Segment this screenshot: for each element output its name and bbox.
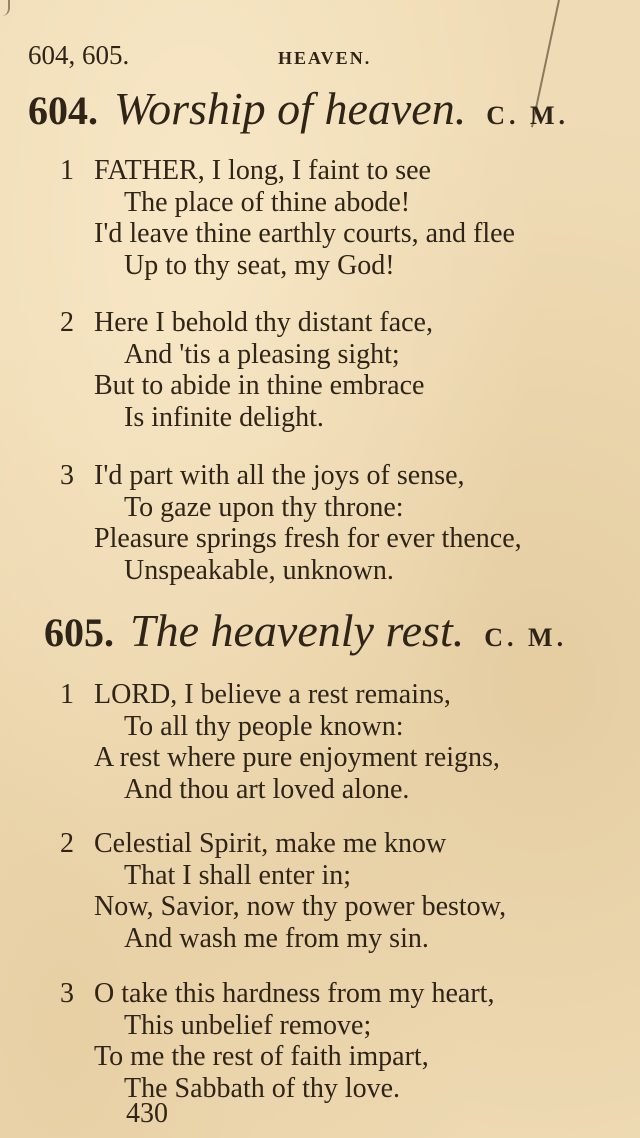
hymn-number: 604. [28, 88, 98, 133]
stanza-line: To all thy people known: [124, 710, 404, 742]
stanza-line: Unspeakable, unknown. [124, 554, 394, 586]
hymn-604-header [28, 82, 618, 142]
hymn-title: The heavenly rest. [130, 605, 465, 656]
stanza-number: 2 [60, 828, 74, 859]
stanza-line: To gaze upon thy throne: [124, 491, 404, 523]
stanza-line: And wash me from my sin. [124, 922, 429, 954]
stanza-line: I'd part with all the joys of sense, [94, 460, 465, 491]
hymn-meter: C. M. [486, 101, 570, 130]
stanza-first-line [60, 679, 630, 711]
stanza-line: LORD, I believe a rest remains, [94, 679, 451, 710]
stanza-first-line [60, 460, 630, 492]
stanza-line: The place of thine abode! [124, 186, 411, 218]
stanza-number: 1 [60, 679, 74, 710]
stanza-line: And 'tis a pleasing sight; [124, 338, 400, 370]
stanza-first-line [60, 828, 630, 860]
stanza-line: But to abide in thine embrace [94, 370, 425, 401]
stanza-line: A rest where pure enjoyment reigns, [94, 742, 500, 773]
stanza-number: 3 [60, 460, 74, 491]
running-head [28, 40, 608, 74]
page-corner-mark [0, 0, 10, 16]
stanza-first-line [60, 307, 630, 339]
stanza-line: To me the rest of faith impart, [94, 1041, 429, 1072]
stanza-line: Now, Savior, now thy power bestow, [94, 891, 507, 922]
hymn-604-stanza-3 [60, 460, 630, 586]
stanza-number: 3 [60, 978, 74, 1009]
hymn-number: 605. [44, 610, 114, 655]
hymn-title: Worship of heaven. [114, 83, 467, 134]
stanza-line: Celestial Spirit, make me know [94, 828, 447, 859]
stanza-line: This unbelief remove; [124, 1009, 372, 1041]
stanza-line: Pleasure springs fresh for ever thence, [94, 523, 522, 554]
stanza-line: I'd leave thine earthly courts, and flee [94, 218, 515, 249]
hymn-605-stanza-1 [60, 679, 630, 805]
stanza-number: 1 [60, 155, 74, 186]
running-head-section: HEAVEN. [278, 48, 372, 68]
stanza-number: 2 [60, 307, 74, 338]
stanza-line: O take this hardness from my heart, [94, 978, 495, 1009]
running-head-hymn-range: 604, 605. [28, 40, 130, 70]
stanza-line: Is infinite delight. [124, 401, 324, 433]
stanza-line: FATHER, I long, I faint to see [94, 155, 431, 186]
stanza-first-line [60, 155, 630, 187]
hymn-605-stanza-3 [60, 978, 630, 1104]
stanza-line: Up to thy seat, my God! [124, 249, 395, 281]
hymn-604-stanza-2 [60, 307, 630, 433]
hymn-meter: C. M. [484, 623, 568, 652]
stanza-line: That I shall enter in; [124, 859, 352, 891]
stanza-line: And thou art loved alone. [124, 773, 410, 805]
stanza-first-line [60, 978, 630, 1010]
hymn-605-header [44, 604, 634, 664]
stanza-line: Here I behold thy distant face, [94, 307, 433, 338]
hymn-605-stanza-2 [60, 828, 630, 954]
stanza-line: The Sabbath of thy love. [124, 1072, 401, 1104]
hymn-604-stanza-1 [60, 155, 630, 281]
page-number: 430 [126, 1098, 168, 1129]
